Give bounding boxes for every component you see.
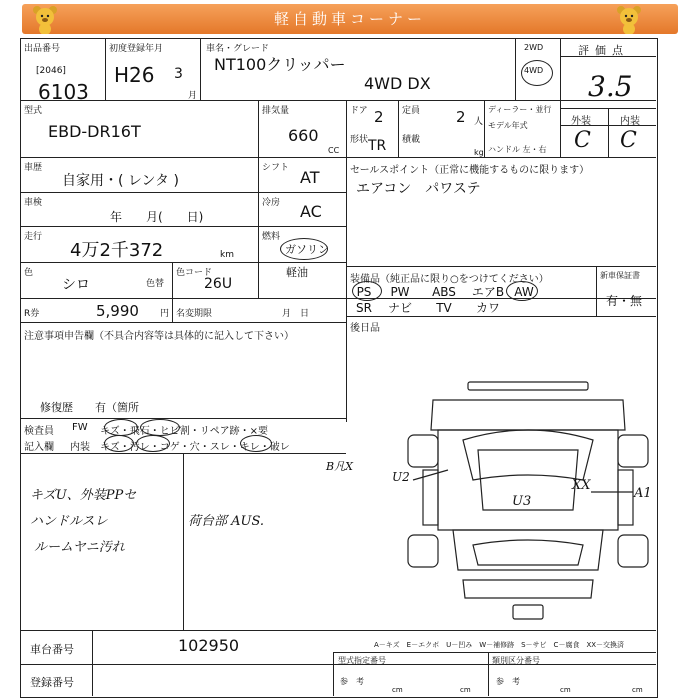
interior-grade: C (620, 128, 637, 153)
color-label: 色 (24, 268, 34, 278)
banner-title: 軽自動車コーナー (273, 10, 426, 28)
month-unit: 月 (188, 91, 198, 101)
memo-line-4: 荷台部 AUS. (188, 514, 265, 529)
equipment-tv: TV (436, 301, 452, 315)
handle-label: ハンドル 左・右 (488, 145, 547, 154)
inspection-label: 車検 (24, 198, 43, 208)
transfer-value: 月 日 (282, 309, 310, 319)
fw-values: キズ・飛石・ヒビ割・リペア跡・×要 (100, 426, 268, 437)
color-code: 26U (204, 276, 233, 292)
category-number-label: 類別区分番号 (492, 656, 540, 665)
interior-stain-circle (136, 435, 170, 452)
damage-mark-xx: XX (572, 478, 591, 493)
recycle-label: R券 (24, 309, 40, 319)
lot-sub-number: [2046] (36, 66, 66, 76)
aftermarket-label: 後日品 (350, 323, 380, 334)
cm-unit-4: cm (632, 686, 643, 694)
fuel-label: 燃料 (262, 232, 281, 242)
title-banner (22, 4, 678, 34)
ac-label: 冷房 (262, 198, 281, 208)
chassis-value: 102950 (178, 636, 240, 655)
equipment-ps: PS (356, 285, 372, 299)
entry-label: 記入欄 (24, 442, 54, 453)
equipment-label: 装備品（純正品に限り○をつけてください） (350, 274, 549, 285)
fuel-gasoline: ガソリン (285, 243, 329, 256)
equipment-pw: PW (390, 285, 410, 299)
interior-label: 内装 (620, 116, 640, 127)
drive-4wd: 4WD (524, 66, 544, 75)
corner-mark: B凡X (326, 460, 353, 473)
cm-unit-3: cm (560, 686, 571, 694)
capacity-label: 定員 (402, 106, 421, 116)
rating-value: 3.5 (588, 70, 633, 103)
mileage-label: 走行 (24, 232, 43, 242)
mileage-value: 4万2千372 (70, 240, 164, 261)
equipment-row-2 (346, 299, 506, 316)
reference-label-1: 参 考 (340, 677, 364, 686)
damage-mark-u3: U3 (512, 494, 532, 509)
model-year-label: モデル年式 (488, 121, 528, 130)
equipment-leather: カワ (475, 301, 500, 315)
doors-value: 2 (374, 108, 384, 126)
equipment-navi: ナビ (387, 301, 412, 315)
ps-circle (352, 281, 382, 301)
usage-value: 自家用・( レンタ ) (62, 173, 179, 189)
first-registration-month: 3 (174, 66, 183, 82)
capacity-unit: 人 (474, 117, 484, 127)
notes-label: 注意事項申告欄（不具合内容等は具体的に記入して下さい） (24, 331, 294, 342)
drive-2wd: 2WD (524, 43, 544, 52)
displacement-value: 660 (288, 126, 319, 145)
equipment-aw: AW (514, 285, 534, 299)
type-number-label: 型式指定番号 (338, 656, 386, 665)
memo-line-2: ハンドルスレ (30, 514, 108, 529)
interior-wear-circle (240, 435, 272, 452)
car-grade-label: 車名・グレード (206, 44, 270, 54)
fw-label: FW (72, 422, 88, 433)
damage-legend: A－キズ E－エクボ U－凹み W－補修跡 S－サビ C－腐食 XX－交換済 (374, 641, 625, 649)
shift-value: AT (300, 168, 320, 187)
body-label: 形状 (350, 135, 369, 145)
doors-label: ドア (350, 106, 368, 116)
inspector-label: 検査員 (24, 426, 54, 437)
color-code-label: 色コード (176, 268, 213, 278)
first-registration-era-year: H26 (114, 63, 155, 87)
mileage-unit: km (220, 250, 234, 260)
bear-mascot-icon-right (612, 4, 646, 34)
airbag-circle (506, 281, 538, 301)
ac-value: AC (300, 202, 322, 221)
rating-label: 評価点 (578, 44, 629, 57)
equipment-abs: ABS (432, 285, 456, 299)
damage-mark-a1: A1 (634, 486, 652, 501)
shift-label: シフト (262, 163, 290, 173)
interior-scratch-circle (104, 435, 134, 452)
lot-number-label: 出品番号 (24, 44, 61, 54)
car-grade: 4WD DX (364, 74, 431, 93)
usage-label: 車歴 (24, 163, 43, 173)
cm-unit-1: cm (392, 686, 403, 694)
sales-points-label: セールスポイント（正常に機能するものに限ります） (350, 165, 590, 176)
capacity-value: 2 (456, 108, 466, 126)
exterior-label: 外装 (571, 116, 591, 127)
inspection-value: 年 月( 日) (110, 210, 204, 224)
chassis-label: 車台番号 (30, 643, 74, 656)
color-change-label: 色替 (146, 279, 165, 289)
load-unit: kg (474, 148, 484, 157)
interior-notes-values: キズ・汚レ・コゲ・穴・スレ・キレ・破レ (100, 442, 290, 453)
model-label: 型式 (24, 106, 43, 116)
reference-label-2: 参 考 (496, 677, 520, 686)
new-warranty-value: 有・無 (606, 294, 643, 308)
model-code: EBD-DR16T (48, 122, 141, 141)
memo-line-1: キズU、外装PPセ (30, 488, 137, 503)
bear-mascot-icon-left (28, 4, 62, 34)
lot-number: 6103 (38, 80, 89, 104)
damage-mark-u2: U2 (392, 470, 410, 484)
interior-notes-label: 内装 (70, 442, 90, 453)
car-condition-diagram (393, 330, 663, 630)
sales-points-text: エアコン パワステ (356, 181, 481, 197)
repair-history-label: 修復歴 有（箇所 (40, 401, 139, 414)
fw-scratch-circle (104, 419, 138, 436)
displacement-label: 排気量 (262, 106, 290, 116)
fw-chip-circle (140, 419, 180, 436)
equipment-sr: SR (356, 301, 372, 315)
transfer-label: 名変期限 (176, 309, 213, 319)
new-warranty-label: 新車保証書 (600, 271, 640, 280)
cm-unit-2: cm (460, 686, 471, 694)
equipment-airbag: エアB (471, 285, 505, 299)
recycle-value: 5,990 (96, 302, 139, 320)
exterior-grade: C (574, 128, 591, 153)
dealer-label: ディーラー・並行 (488, 105, 552, 114)
fuel-diesel: 軽油 (286, 266, 308, 279)
body-value: TR (368, 138, 387, 154)
load-label: 積載 (402, 135, 421, 145)
first-registration-label: 初度登録年月 (109, 44, 164, 54)
car-name: NT100クリッパー (214, 55, 346, 74)
registration-label: 登録番号 (30, 676, 74, 689)
displacement-unit: CC (328, 146, 340, 155)
recycle-unit: 円 (160, 309, 170, 319)
color-value: シロ (62, 277, 90, 293)
memo-line-3: ルームヤニ汚れ (34, 540, 125, 555)
